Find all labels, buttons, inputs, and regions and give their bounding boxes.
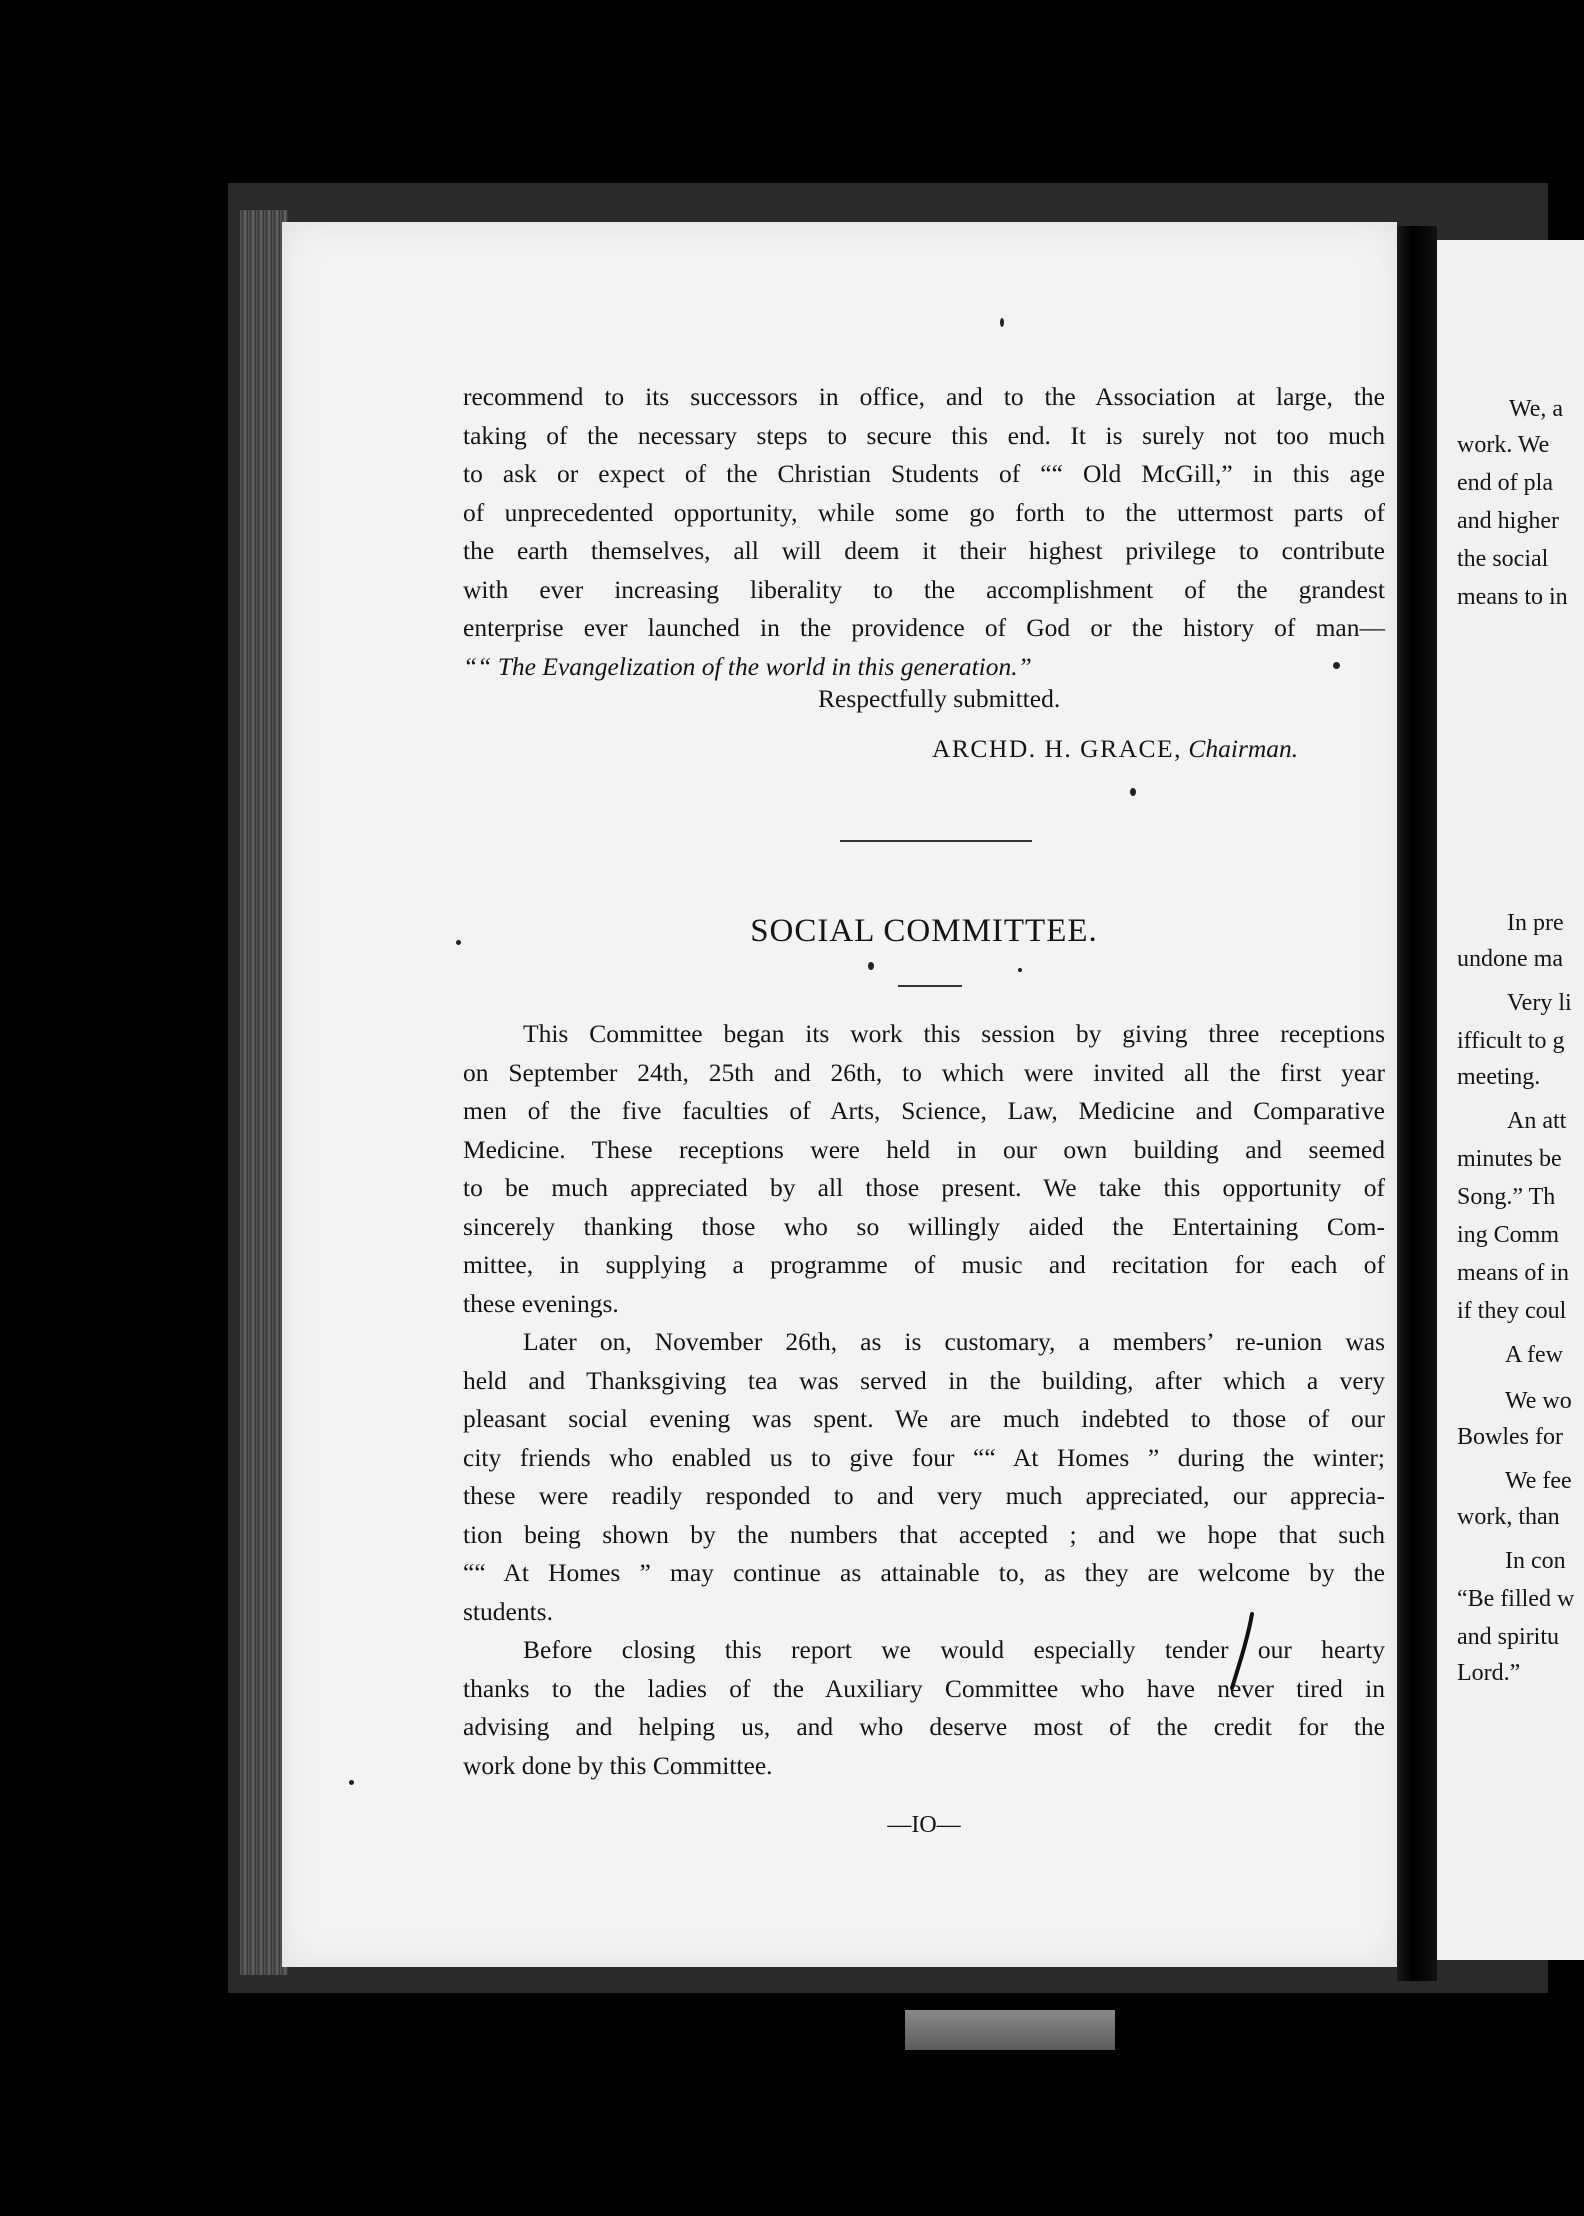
signature-title: Chairman. [1188, 734, 1299, 763]
text-line: enterprise ever launched in the providence of God or the history of man— [463, 613, 1385, 642]
fragment-line: means to in [1457, 584, 1568, 610]
signature-name: ARCHD. H. GRACE, [932, 734, 1182, 763]
fragment-line: An att [1507, 1108, 1567, 1134]
fragment-line: ifficult to g [1457, 1028, 1565, 1054]
text-line: the earth themselves, all will deem it their highest privilege to contribute [463, 536, 1385, 565]
text-line: Later on, November 26th, as is customary, a members’ re-union was [523, 1327, 1385, 1356]
text-line: Before closing this report we would especially tender our hearty [523, 1635, 1385, 1664]
fragment-line: and spiritu [1457, 1624, 1559, 1650]
section-heading: SOCIAL COMMITTEE. [750, 913, 1098, 949]
signature [932, 734, 1298, 764]
book-gutter [1397, 226, 1437, 1981]
text-line: work done by this Committee. [463, 1750, 773, 1780]
fragment-line: Very li [1507, 990, 1572, 1016]
scan-speck [1333, 662, 1340, 669]
right-page [1437, 240, 1584, 1960]
text-line: taking of the necessary steps to secure this end. It is surely not too much [463, 420, 1385, 450]
fragment-line: if they coul [1457, 1298, 1567, 1324]
pen-mark-icon [1228, 1612, 1258, 1692]
text-line: students. [463, 1596, 553, 1626]
scan-speck [349, 1780, 354, 1785]
fragment-line: end of pla [1457, 470, 1553, 496]
text-line: with ever increasing liberality to the accomplishment of the grandest [463, 574, 1385, 604]
text-line-italic: ““ The Evangelization of the world in this generation.” [463, 651, 1032, 681]
closing-line: Respectfully submitted. [818, 684, 1061, 713]
fragment-line: In pre [1507, 910, 1564, 936]
fragment-line: work, than [1457, 1504, 1560, 1530]
text-line: Medicine. These receptions were held in our own building and seemed [463, 1134, 1385, 1164]
scan-speck [1000, 318, 1004, 327]
fragment-line: We wo [1505, 1388, 1572, 1414]
text-line: these evenings. [463, 1288, 619, 1318]
fragment-line: In con [1505, 1548, 1566, 1574]
text-line: pleasant social evening was spent. We are much indebted to those of our [463, 1404, 1385, 1433]
text-line: sincerely thanking those who so willingly aided the Entertaining Com- [463, 1211, 1385, 1241]
text-line: advising and helping us, and who deserve most of the credit for the [463, 1712, 1385, 1741]
report-paragraph-continued [463, 378, 1385, 686]
fragment-line: We fee [1505, 1468, 1572, 1494]
text-line: to ask or expect of the Christian Students of ““ Old McGill,” in this age [463, 459, 1385, 488]
social-committee-paragraph [463, 1323, 1385, 1631]
text-line: these were readily responded to and very much appreciated, our apprecia- [463, 1481, 1385, 1510]
fragment-line: A few [1505, 1342, 1563, 1368]
fragment-line: “Be filled w [1457, 1586, 1575, 1612]
fragment-line: work. We [1457, 432, 1550, 458]
fragment-line: minutes be [1457, 1146, 1562, 1172]
text-line: ““ At Homes ” may continue as attainable to, as they are welcome by the [463, 1558, 1385, 1587]
scan-speck [868, 962, 874, 970]
text-line: on September 24th, 25th and 26th, to which were invited all the first year [463, 1057, 1385, 1087]
social-committee-paragraph [463, 1015, 1385, 1323]
scan-speck [1018, 968, 1022, 972]
text-line: thanks to the ladies of the Auxiliary Committee who have never tired in [463, 1673, 1385, 1703]
text-line: mittee, in supplying a programme of music and recitation for each of [463, 1250, 1385, 1279]
fragment-line: Bowles for [1457, 1424, 1563, 1450]
text-line: This Committee began its work this session by giving three receptions [523, 1019, 1385, 1048]
scanner-tab [905, 2010, 1115, 2050]
fragment-line: ing Comm [1457, 1222, 1560, 1248]
scan-speck [456, 940, 461, 945]
text-line: city friends who enabled us to give four ““ At Homes ” during the winter; [463, 1442, 1385, 1472]
text-line: recommend to its successors in office, and to the Association at large, the [463, 382, 1385, 411]
section-divider [840, 840, 1032, 842]
fragment-line: means of in [1457, 1260, 1569, 1286]
heading-underline [898, 985, 962, 987]
fragment-line: and higher [1457, 508, 1559, 534]
fragment-line: the social [1457, 546, 1549, 572]
text-line: to be much appreciated by all those present. We take this opportunity of [463, 1173, 1385, 1202]
fragment-line: undone ma [1457, 946, 1563, 972]
text-line: of unprecedented opportunity, while some go forth to the uttermost parts of [463, 497, 1385, 527]
text-line: held and Thanksgiving tea was served in the building, after which a very [463, 1365, 1385, 1395]
scan-speck [1130, 788, 1136, 796]
text-line: tion being shown by the numbers that accepted ; and we hope that such [463, 1519, 1385, 1549]
fragment-line: We, a [1509, 396, 1564, 422]
page-number: —IO— [887, 1812, 961, 1838]
fragment-line: Lord.” [1457, 1660, 1521, 1686]
page-edges [240, 210, 288, 1975]
fragment-line: Song.” Th [1457, 1184, 1556, 1210]
fragment-line: meeting. [1457, 1064, 1541, 1090]
text-line: men of the five faculties of Arts, Science, Law, Medicine and Comparative [463, 1096, 1385, 1125]
